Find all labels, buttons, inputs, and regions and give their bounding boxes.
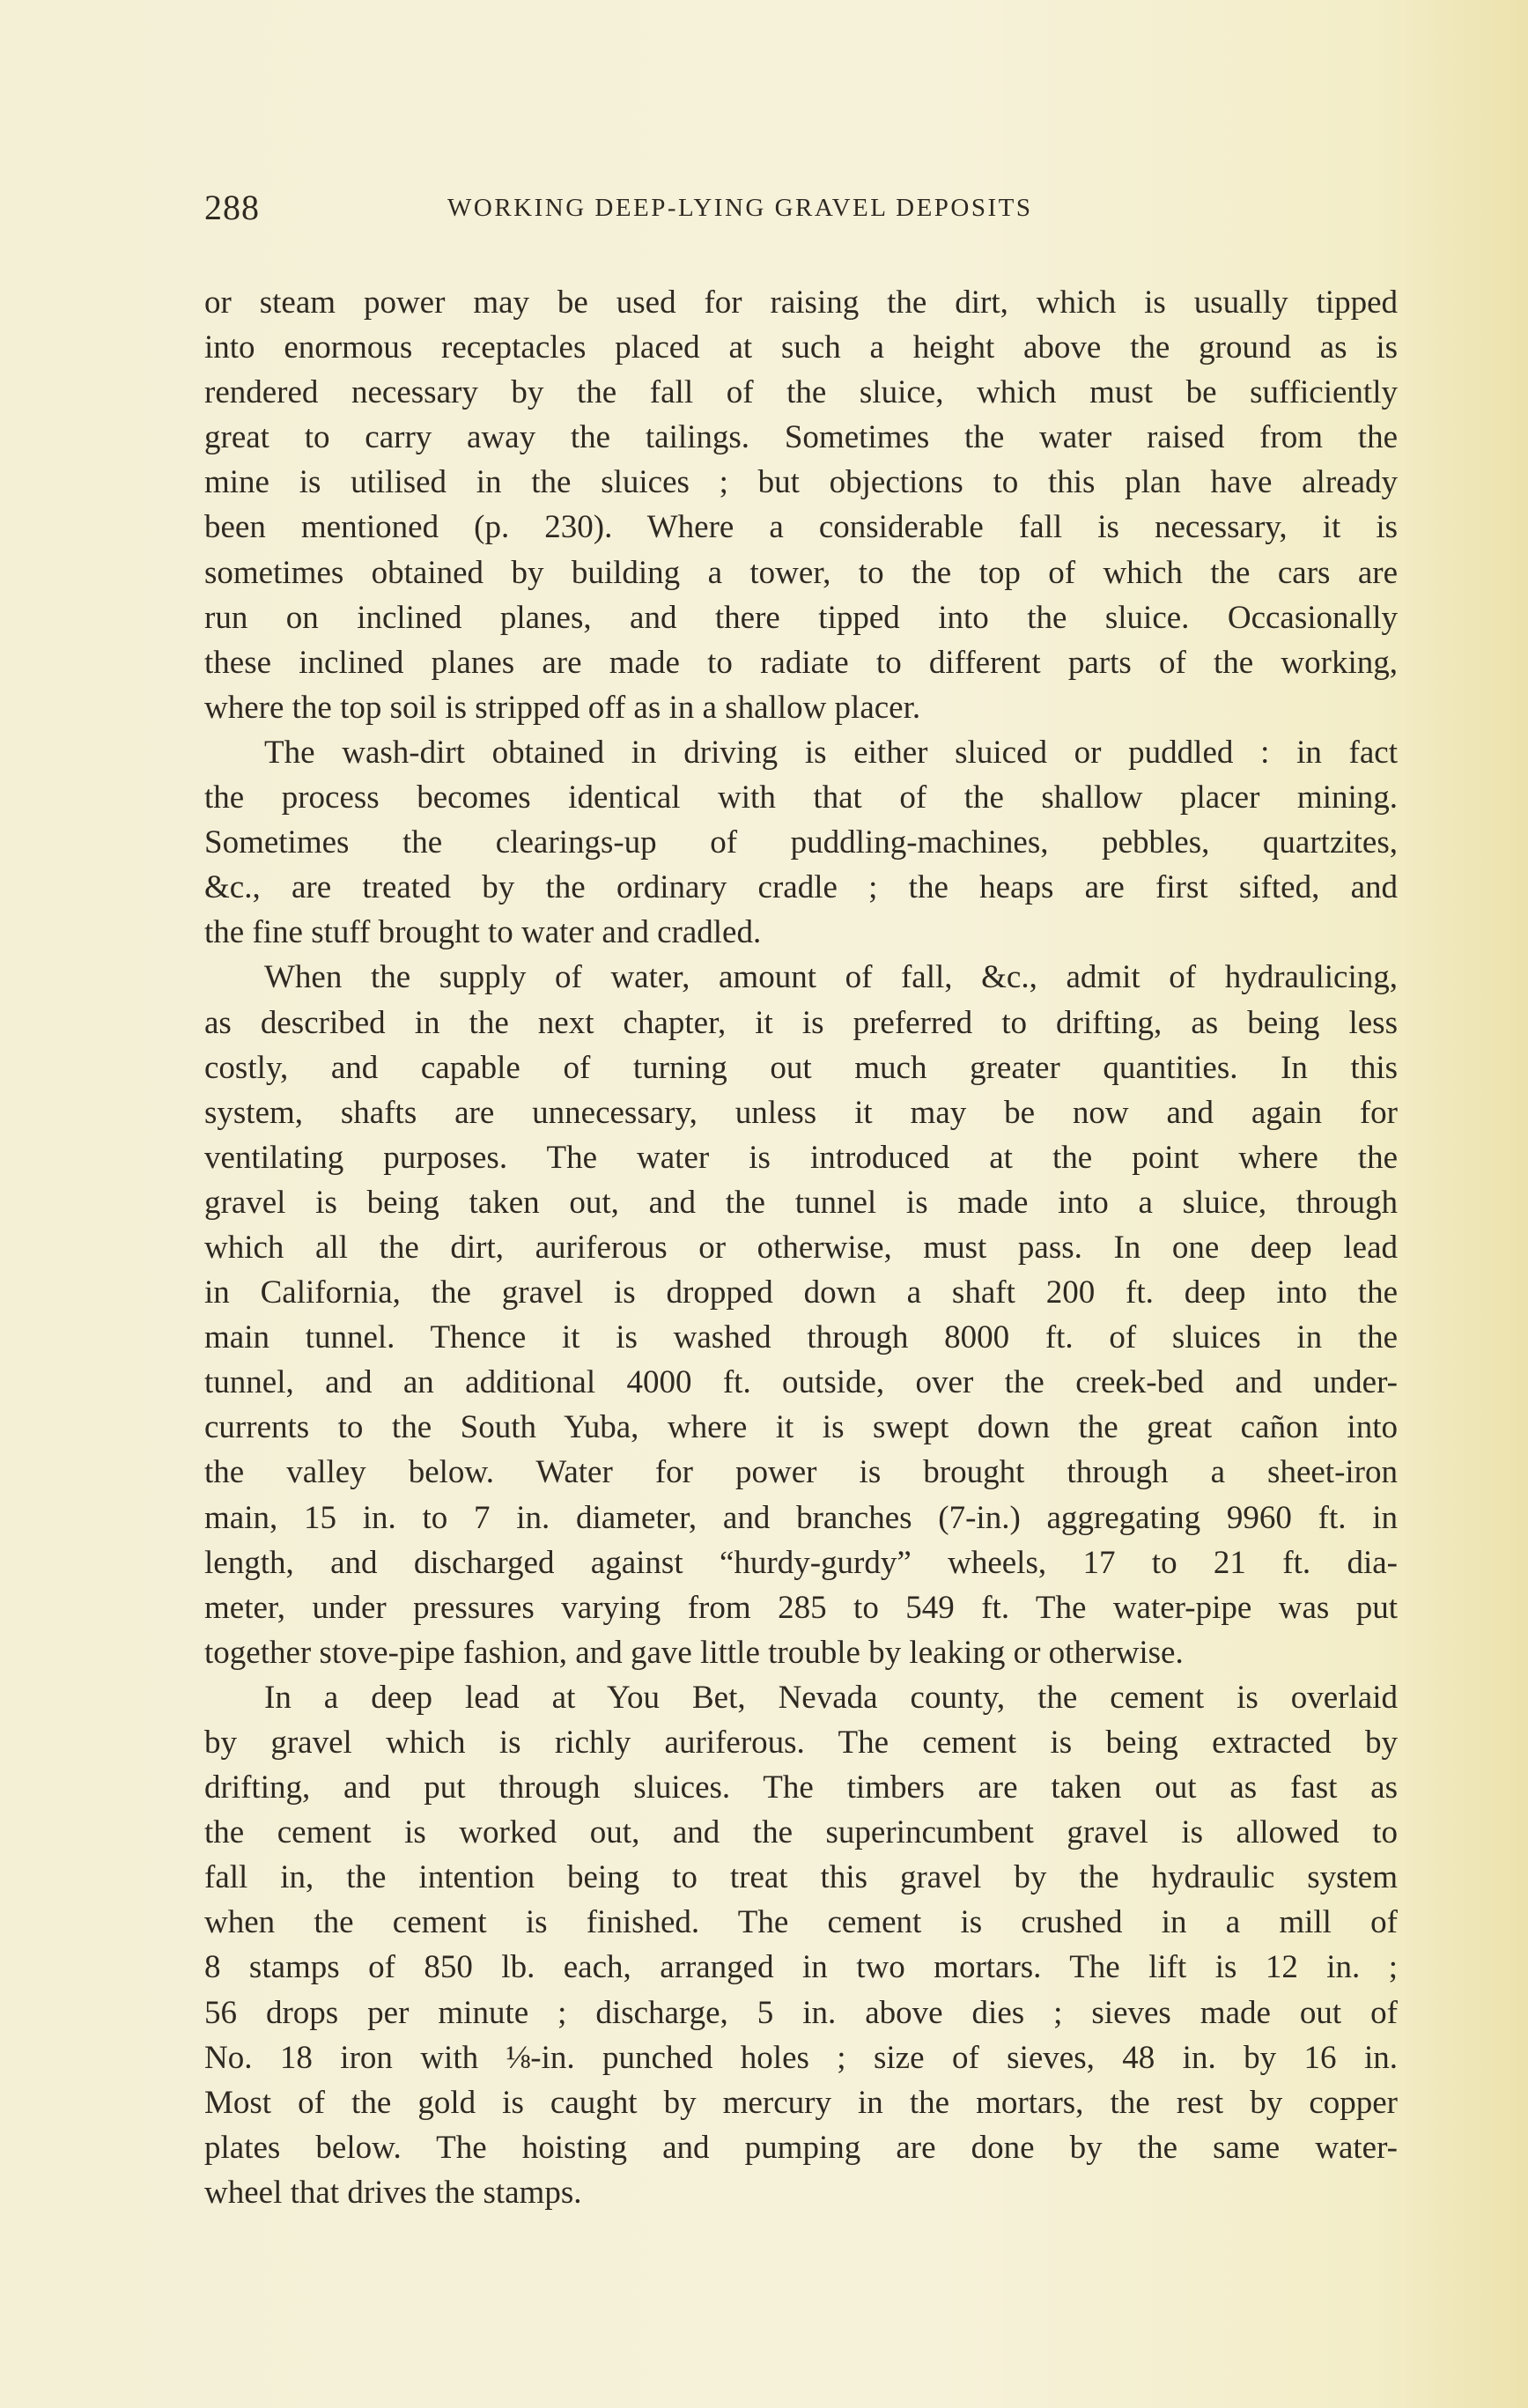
text-line: meter, under pressures varying from 285 to 549 ft. The water-pipe was put [204, 1589, 1398, 1626]
text-line: the valley below. Water for power is brought through a sheet-iron [204, 1454, 1398, 1491]
text-line: the fine stuff brought to water and cradled. [204, 914, 762, 951]
text-line: gravel is being taken out, and the tunnel is made into a sluice, through [204, 1184, 1398, 1221]
body-text [204, 280, 1398, 2215]
paragraph [204, 280, 1398, 730]
text-line: plates below. The hoisting and pumping are done by the same water- [204, 2129, 1398, 2166]
text-line: sometimes obtained by building a tower, to the top of which the cars are [204, 554, 1398, 591]
text-line: Sometimes the clearings-up of puddling-machines, pebbles, quartzites, [204, 824, 1398, 861]
text-line: as described in the next chapter, it is preferred to drifting, as being less [204, 1004, 1398, 1041]
text-line: The wash-dirt obtained in driving is either sluiced or puddled : in fact [264, 734, 1398, 771]
text-line: costly, and capable of turning out much greater quantities. In this [204, 1049, 1398, 1086]
text-line: tunnel, and an additional 4000 ft. outside, over the creek-bed and under- [204, 1364, 1398, 1401]
page-number: 288 [204, 188, 260, 227]
text-line: No. 18 iron with ⅛-in. punched holes ; size of sieves, 48 in. by 16 in. [204, 2039, 1398, 2076]
paragraph [204, 1675, 1398, 2215]
text-line: these inclined planes are made to radiate to different parts of the working, [204, 644, 1398, 681]
text-line: 56 drops per minute ; discharge, 5 in. above dies ; sieves made out of [204, 1994, 1398, 2031]
text-line: together stove-pipe fashion, and gave little trouble by leaking or otherwise. [204, 1634, 1184, 1671]
text-line: main tunnel. Thence it is washed through 8000 ft. of sluices in the [204, 1319, 1398, 1356]
text-line: which all the dirt, auriferous or otherwise, must pass. In one deep lead [204, 1229, 1398, 1266]
text-line: length, and discharged against “hurdy-gurdy” wheels, 17 to 21 ft. dia- [204, 1544, 1398, 1581]
text-line: ventilating purposes. The water is introduced at the point where the [204, 1139, 1398, 1176]
running-title: WORKING DEEP-LYING GRAVEL DEPOSITS [447, 194, 1033, 222]
text-line: the process becomes identical with that of the shallow placer mining. [204, 779, 1398, 816]
text-line: the cement is worked out, and the superincumbent gravel is allowed to [204, 1814, 1398, 1851]
text-line: When the supply of water, amount of fall, &c., admit of hydraulicing, [264, 959, 1398, 996]
paragraph [204, 730, 1398, 955]
page-header [204, 187, 1398, 231]
text-line: mine is utilised in the sluices ; but objections to this plan have already [204, 464, 1398, 501]
text-line: where the top soil is stripped off as in a shallow placer. [204, 689, 921, 726]
text-line: drifting, and put through sluices. The timbers are taken out as fast as [204, 1769, 1398, 1806]
paragraph [204, 955, 1398, 1675]
text-line: great to carry away the tailings. Sometimes the water raised from the [204, 419, 1398, 456]
text-line: been mentioned (p. 230). Where a considerable fall is necessary, it is [204, 509, 1398, 546]
text-line: system, shafts are unnecessary, unless it may be now and again for [204, 1094, 1398, 1131]
text-line: Most of the gold is caught by mercury in the mortars, the rest by copper [204, 2084, 1398, 2121]
text-line: currents to the South Yuba, where it is swept down the great cañon into [204, 1409, 1398, 1446]
text-line: into enormous receptacles placed at such a height above the ground as is [204, 329, 1398, 366]
text-line: 8 stamps of 850 lb. each, arranged in two mortars. The lift is 12 in. ; [204, 1949, 1398, 1986]
text-line: or steam power may be used for raising the dirt, which is usually tipped [204, 284, 1398, 321]
text-line: by gravel which is richly auriferous. The cement is being extracted by [204, 1725, 1398, 1761]
text-line: &c., are treated by the ordinary cradle ; the heaps are first sifted, and [204, 869, 1398, 906]
text-line: fall in, the intention being to treat this gravel by the hydraulic system [204, 1859, 1398, 1896]
text-line: main, 15 in. to 7 in. diameter, and branches (7-in.) aggregating 9960 ft. in [204, 1499, 1398, 1536]
text-line: wheel that drives the stamps. [204, 2174, 582, 2211]
text-line: run on inclined planes, and there tipped into the sluice. Occasionally [204, 599, 1398, 636]
text-line: rendered necessary by the fall of the sluice, which must be sufficiently [204, 374, 1398, 411]
text-line: when the cement is finished. The cement is crushed in a mill of [204, 1904, 1398, 1941]
text-line: In a deep lead at You Bet, Nevada county, the cement is overlaid [264, 1679, 1398, 1716]
text-line: in California, the gravel is dropped down a shaft 200 ft. deep into the [204, 1274, 1398, 1311]
